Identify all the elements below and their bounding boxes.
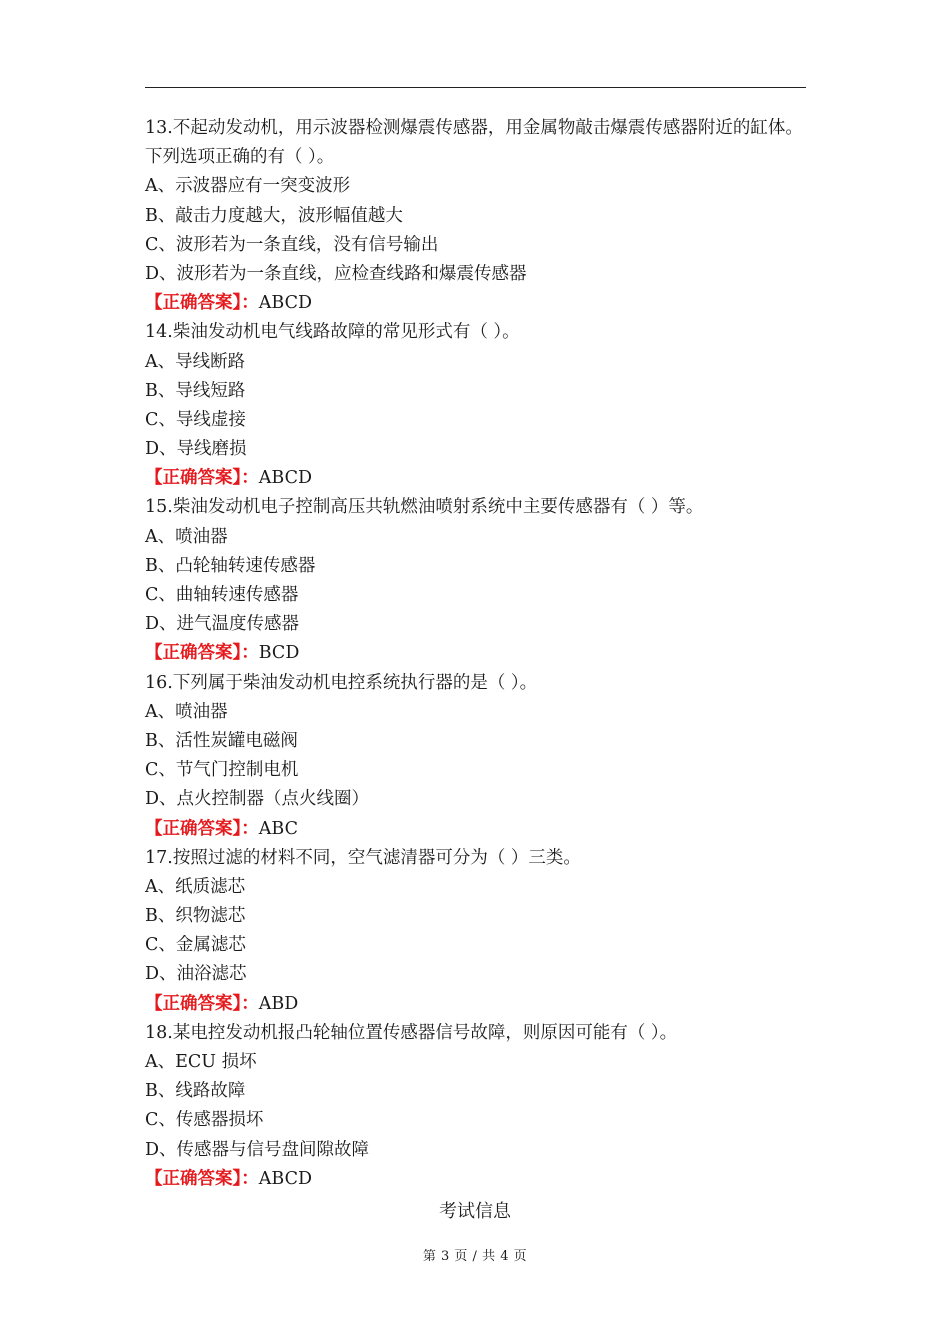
- question-13: [145, 114, 815, 318]
- header-rule: [145, 87, 806, 88]
- option-d: D、进气温度传感器: [145, 614, 300, 635]
- option-d: D、传感器与信号盘间隙故障: [145, 1139, 370, 1160]
- option-c: C、导线虚接: [145, 409, 246, 430]
- answer-value: ABCD: [258, 293, 312, 314]
- option-c: C、曲轴转速传感器: [145, 585, 299, 606]
- answer-value: ABCD: [258, 1168, 312, 1189]
- answer-label: 【正确答案】：: [145, 468, 259, 489]
- answer-value: ABC: [258, 818, 298, 839]
- option-d: D、点火控制器（点火线圈）: [145, 789, 370, 810]
- option-d: D、油浴滤芯: [145, 964, 247, 985]
- option-a: A、导线断路: [145, 351, 246, 372]
- answer-value: ABCD: [258, 468, 312, 489]
- question-stem: 14.柴油发动机电气线路故障的常见形式有（ ）。: [145, 322, 520, 343]
- question-stem: 15.柴油发动机电子控制高压共轨燃油喷射系统中主要传感器有（ ）等。: [145, 497, 704, 518]
- option-b: B、敲击力度越大，波形幅值越大: [145, 205, 403, 226]
- option-a: A、示波器应有一突变波形: [145, 176, 351, 197]
- option-d: D、导线磨损: [145, 439, 247, 460]
- answer-label: 【正确答案】：: [145, 643, 259, 664]
- answer-row: [145, 639, 815, 668]
- page-footer: 第 3 页 / 共 4 页: [422, 1249, 528, 1264]
- option-c: C、波形若为一条直线，没有信号输出: [145, 234, 439, 255]
- answer-label: 【正确答案】：: [145, 1168, 259, 1189]
- answer-row: [145, 1165, 815, 1194]
- question-stem: 18.某电控发动机报凸轮轴位置传感器信号故障，则原因可能有（ ）。: [145, 1022, 678, 1043]
- question-14: [145, 318, 815, 493]
- question-15: [145, 493, 815, 668]
- option-b: B、织物滤芯: [145, 906, 246, 927]
- option-a: A、ECU 损坏: [145, 1052, 257, 1073]
- option-b: B、活性炭罐电磁阀: [145, 730, 298, 751]
- option-c: C、节气门控制电机: [145, 760, 299, 781]
- answer-label: 【正确答案】：: [145, 293, 259, 314]
- option-c: C、金属滤芯: [145, 935, 246, 956]
- option-b: B、凸轮轴转速传感器: [145, 555, 316, 576]
- option-d: D、波形若为一条直线，应检查线路和爆震传感器: [145, 263, 527, 284]
- option-a: A、喷油器: [145, 526, 228, 547]
- answer-row: [145, 990, 815, 1019]
- question-17: [145, 844, 815, 1019]
- answer-row: [145, 464, 815, 493]
- option-c: C、传感器损坏: [145, 1110, 264, 1131]
- option-a: A、纸质滤芯: [145, 876, 246, 897]
- answer-value: BCD: [258, 643, 300, 664]
- option-a: A、喷油器: [145, 701, 228, 722]
- question-stem: 13.不起动发动机，用示波器检测爆震传感器，用金属物敲击爆震传感器附近的缸体。下列选项正确的有（ ）。: [145, 118, 803, 168]
- question-stem: 17.按照过滤的材料不同，空气滤清器可分为（ ）三类。: [145, 847, 581, 868]
- answer-row: [145, 289, 815, 318]
- answer-row: [145, 815, 815, 844]
- question-stem: 16.下列属于柴油发动机电控系统执行器的是（ ）。: [145, 672, 538, 693]
- answer-label: 【正确答案】：: [145, 818, 259, 839]
- section-title: 考试信息: [439, 1201, 511, 1222]
- question-list: [145, 114, 815, 1194]
- question-18: [145, 1019, 815, 1194]
- question-16: [145, 669, 815, 844]
- answer-label: 【正确答案】：: [145, 993, 259, 1014]
- answer-value: ABD: [258, 993, 299, 1014]
- option-b: B、导线短路: [145, 380, 246, 401]
- option-b: B、线路故障: [145, 1081, 246, 1102]
